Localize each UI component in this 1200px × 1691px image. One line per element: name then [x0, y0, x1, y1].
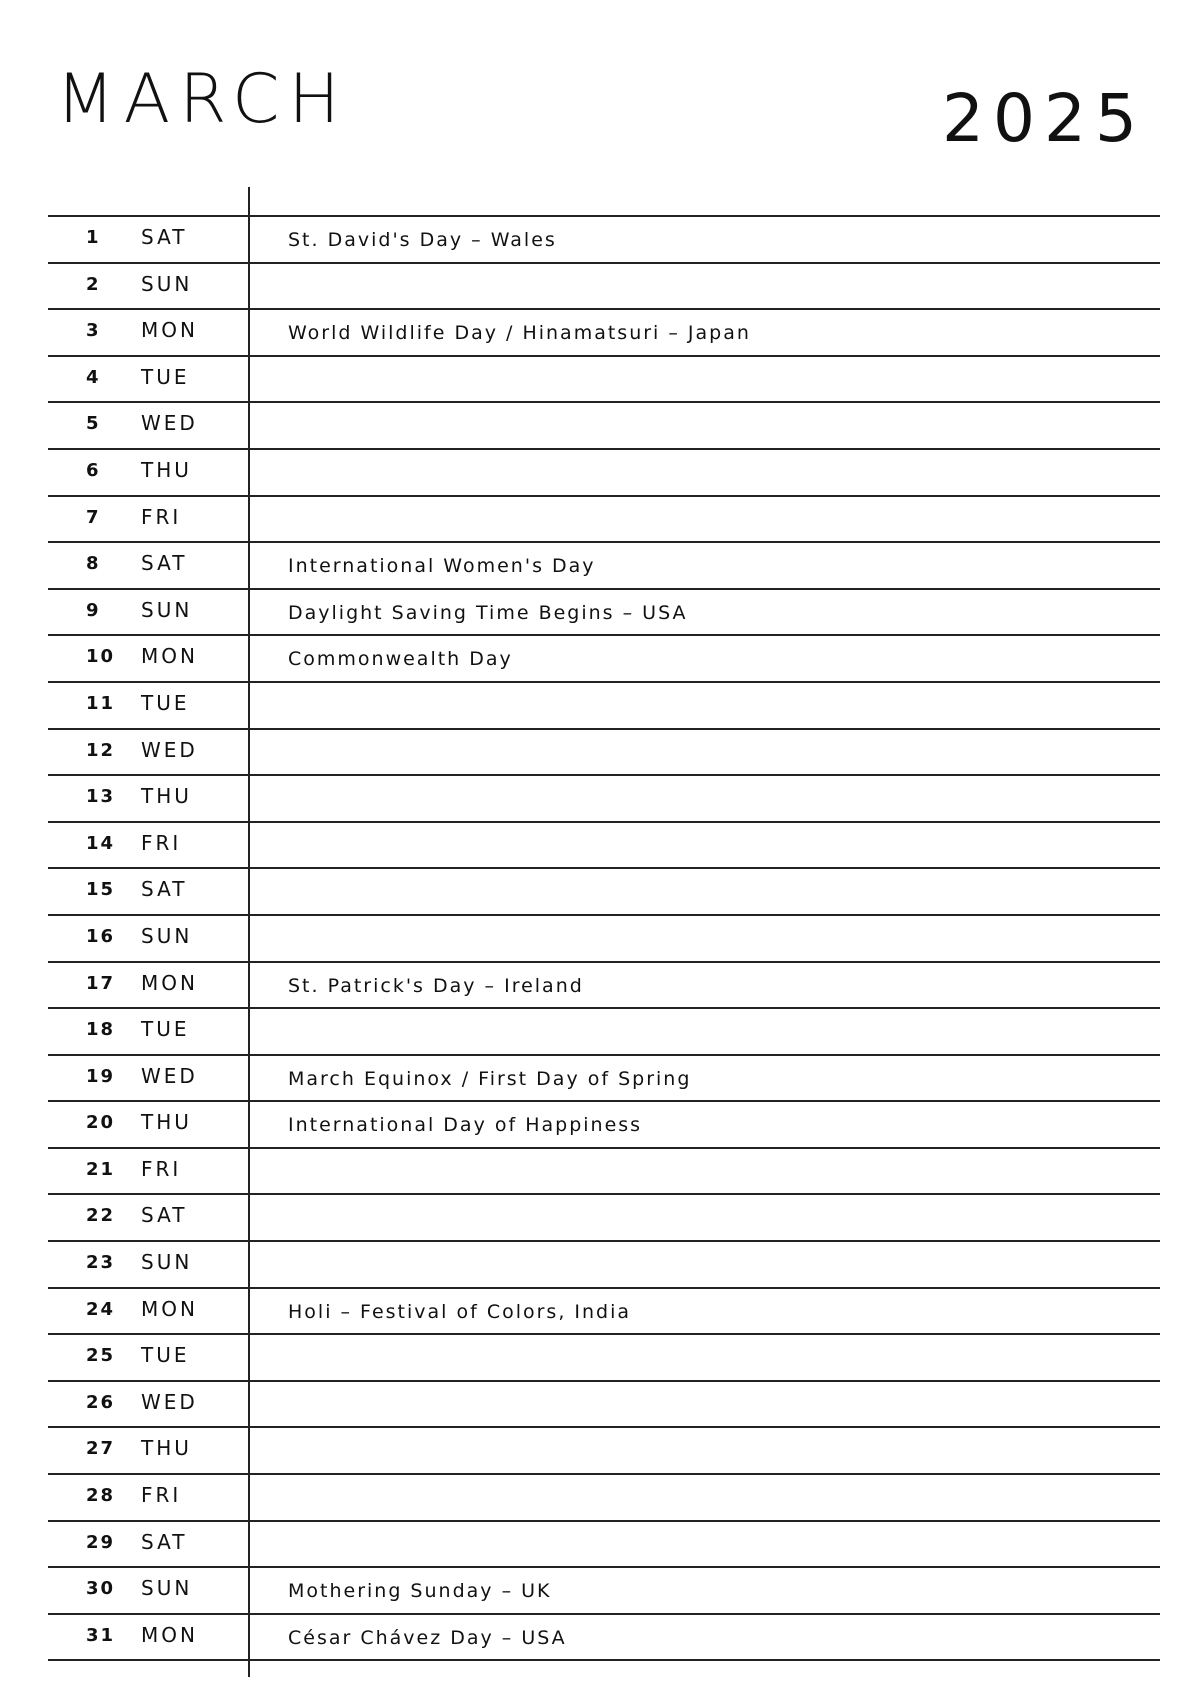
calendar-row	[48, 1428, 1160, 1475]
calendar-row	[48, 1615, 1160, 1662]
day-number: 1	[86, 227, 101, 248]
day-name: MON	[141, 1622, 198, 1647]
calendar-row	[48, 1009, 1160, 1056]
day-number: 12	[86, 739, 116, 761]
day-number: 21	[86, 1158, 116, 1180]
event-text: Holi – Festival of Colors, India	[288, 1300, 632, 1323]
event-text: Daylight Saving Time Begins – USA	[288, 601, 688, 624]
day-name: SUN	[141, 271, 193, 296]
day-number: 2	[86, 273, 101, 295]
calendar-row	[48, 1149, 1160, 1196]
day-number: 6	[86, 459, 101, 481]
day-number: 3	[86, 320, 101, 342]
day-number: 13	[86, 786, 116, 808]
day-name: SUN	[141, 1576, 193, 1601]
day-name: FRI	[141, 504, 182, 529]
day-name: MON	[141, 644, 198, 669]
day-number: 4	[86, 366, 101, 388]
day-name: SAT	[141, 551, 188, 576]
calendar-row	[48, 497, 1160, 544]
day-number: 5	[86, 413, 101, 435]
calendar-row	[48, 916, 1160, 963]
day-name: WED	[141, 411, 198, 436]
calendar-row	[48, 264, 1160, 311]
event-text: St. Patrick's Day – Ireland	[288, 974, 584, 997]
calendar-row	[48, 776, 1160, 823]
day-name: TUE	[141, 690, 190, 715]
calendar-row	[48, 1522, 1160, 1569]
day-name: THU	[141, 784, 192, 809]
day-number: 19	[86, 1065, 116, 1087]
day-number: 20	[86, 1112, 116, 1134]
day-number: 17	[86, 972, 116, 994]
year-title: 2025	[942, 80, 1146, 157]
calendar-row	[48, 636, 1160, 683]
day-name: SAT	[141, 1529, 188, 1554]
day-number: 31	[86, 1624, 116, 1646]
calendar-row	[48, 310, 1160, 357]
calendar-row	[48, 1568, 1160, 1615]
day-number: 30	[86, 1578, 116, 1600]
day-number: 15	[86, 879, 116, 901]
day-name: FRI	[141, 1156, 182, 1181]
calendar-row	[48, 1056, 1160, 1103]
day-number: 14	[86, 832, 116, 854]
day-number: 11	[86, 692, 116, 714]
calendar-row	[48, 590, 1160, 637]
month-title: MARCH	[56, 60, 349, 139]
calendar-row	[48, 1335, 1160, 1382]
day-number: 25	[86, 1345, 116, 1367]
event-text: St. David's Day – Wales	[288, 229, 557, 251]
event-text: World Wildlife Day / Hinamatsuri – Japan	[288, 322, 751, 345]
event-text: Mothering Sunday – UK	[288, 1580, 552, 1603]
day-name: SAT	[141, 1203, 188, 1228]
event-text: César Chávez Day – USA	[288, 1626, 567, 1649]
calendar-row	[48, 869, 1160, 916]
day-number: 7	[86, 506, 101, 528]
day-name: SAT	[141, 225, 188, 249]
calendar-row	[48, 217, 1160, 264]
day-number: 28	[86, 1485, 116, 1507]
calendar-row	[48, 823, 1160, 870]
day-number: 18	[86, 1019, 116, 1041]
day-number: 22	[86, 1205, 116, 1227]
day-number: 9	[86, 599, 101, 621]
day-number: 10	[86, 646, 116, 668]
day-name: SAT	[141, 877, 188, 902]
calendar-row	[48, 1382, 1160, 1429]
calendar-row	[48, 963, 1160, 1010]
day-name: SUN	[141, 1250, 193, 1275]
day-name: MON	[141, 1296, 198, 1321]
day-number: 23	[86, 1252, 116, 1274]
calendar-row	[48, 1475, 1160, 1522]
day-number: 26	[86, 1391, 116, 1413]
calendar-row	[48, 403, 1160, 450]
day-number: 24	[86, 1298, 116, 1320]
day-name: THU	[141, 1110, 192, 1135]
day-number: 8	[86, 553, 101, 575]
day-name: TUE	[141, 364, 190, 389]
day-name: FRI	[141, 1483, 182, 1508]
day-name: FRI	[141, 830, 182, 855]
day-name: MON	[141, 970, 198, 995]
day-name: WED	[141, 737, 198, 762]
day-name: WED	[141, 1063, 198, 1088]
day-name: WED	[141, 1389, 198, 1414]
day-number: 29	[86, 1531, 116, 1553]
event-text: March Equinox / First Day of Spring	[288, 1067, 692, 1090]
day-name: THU	[141, 1436, 192, 1461]
calendar-row	[48, 450, 1160, 497]
day-name: SUN	[141, 923, 193, 948]
day-name: THU	[141, 457, 192, 482]
day-name: SUN	[141, 597, 193, 622]
event-text: International Day of Happiness	[288, 1114, 643, 1137]
day-number: 16	[86, 925, 116, 947]
calendar-row	[48, 1242, 1160, 1289]
event-text: International Women's Day	[288, 555, 596, 578]
calendar-row	[48, 543, 1160, 590]
event-text: Commonwealth Day	[288, 648, 513, 671]
calendar-row	[48, 1195, 1160, 1242]
day-name: MON	[141, 318, 198, 343]
calendar-table	[48, 215, 1160, 1661]
calendar-row	[48, 730, 1160, 777]
calendar-row	[48, 1102, 1160, 1149]
day-name: TUE	[141, 1017, 190, 1042]
calendar-row	[48, 357, 1160, 404]
day-name: TUE	[141, 1343, 190, 1368]
calendar-row	[48, 683, 1160, 730]
calendar-row	[48, 1289, 1160, 1336]
day-number: 27	[86, 1438, 116, 1460]
